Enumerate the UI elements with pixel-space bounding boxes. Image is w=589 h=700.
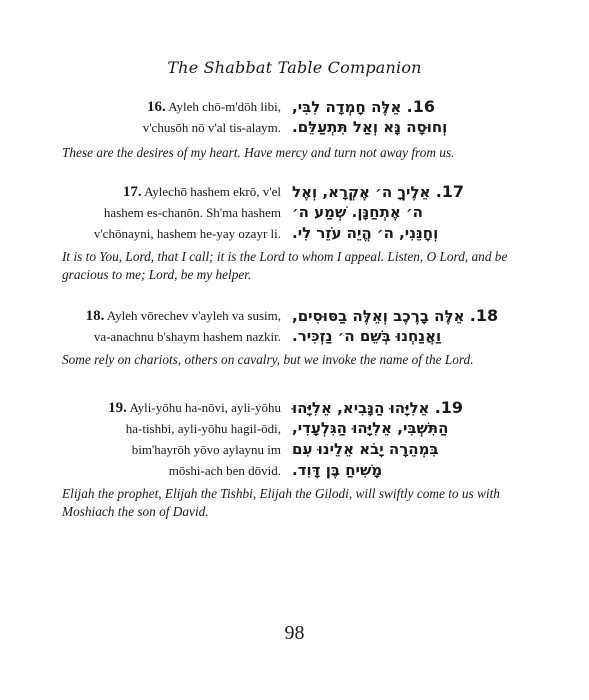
verse-line	[0, 418, 589, 439]
transliteration-line: hashem es-chanōn. Sh'ma hashem	[103, 205, 281, 220]
hebrew-verse-number: 18.	[469, 306, 499, 325]
hebrew-line: וְחָנֵּנִי, ה׳ הֱיֵה עֹזֵר לִי.	[292, 224, 439, 242]
verse-line	[0, 96, 589, 117]
verse-line	[0, 181, 589, 202]
verse-number: 19.	[108, 400, 127, 416]
translation: Elijah the prophet, Elijah the Tishbi, Elijah the Gilodi, will swiftly come to us with Moshiach the son of David.	[62, 486, 500, 519]
page-number: 98	[284, 622, 305, 644]
running-header: The Shabbat Table Companion	[167, 58, 422, 77]
verse-16	[0, 96, 589, 160]
hebrew-line: ה׳ אֶתְחַנָּן. שְׁמַע ה׳	[292, 203, 423, 221]
transliteration-line: 19. Ayli-yōhu ha-nōvi, ayli-yōhu	[108, 400, 281, 416]
verse-17	[0, 181, 589, 282]
verse-18	[0, 305, 589, 367]
transliteration-line: va-anachnu b'shaym hashem nazkir.	[93, 329, 281, 344]
verse-line	[0, 202, 589, 223]
transliteration-line: 17. Aylechō hashem ekrō, v'el	[122, 184, 281, 200]
verse-line	[0, 460, 589, 481]
transliteration-line: ha-tishbi, ayli-yōhu hagil-ōdi,	[125, 421, 281, 436]
translation: These are the desires of my heart. Have mercy and turn not away from us.	[62, 145, 455, 160]
verse-line	[0, 326, 589, 347]
transliteration-line: bim'hayrōh yōvo aylaynu im	[131, 442, 281, 457]
hebrew-line: מָשִׁיחַ בֶּן דָּוִד.	[292, 461, 383, 479]
hebrew-line: 16. אֵלֶּה חָמְדָה לִבִּי,	[292, 97, 435, 116]
hebrew-line: 17. אֵלֶיךָ ה׳ אֶקְרָא, וְאֶל	[292, 182, 465, 201]
verse-line	[0, 117, 589, 138]
translation: It is to You, Lord, that I call; it is the Lord to whom I appeal. Listen, O Lord, and be gracious to me; Lord, be my helper.	[62, 249, 508, 282]
verse-19	[0, 397, 589, 519]
transliteration-line: v'chōnayni, hashem he-yay ozayr li.	[93, 226, 281, 241]
verse-number: 17.	[122, 184, 142, 200]
hebrew-line: 18. אֵלֶּה בָרֶכֶב וְאֵלֶּה בַסּוּסִים,	[292, 306, 499, 325]
verse-line	[0, 305, 589, 326]
verse-number: 16.	[146, 99, 166, 115]
transliteration-line: 18. Ayleh vōrechev v'ayleh va susim,	[85, 308, 281, 324]
translation: Some rely on chariots, others on cavalry, but we invoke the name of the Lord.	[62, 352, 474, 367]
hebrew-line: הַתִּשְׁבִּי, אֵלִיָּהוּ הַגִּלְעָדִי,	[292, 419, 449, 437]
hebrew-verse-number: 19.	[434, 398, 464, 417]
verse-number: 18.	[85, 308, 105, 324]
hebrew-line: 19. אֵלִיָּהוּ הַנָּבִיא, אֵלִיָּהוּ	[292, 398, 464, 417]
hebrew-verse-number: 16.	[406, 97, 435, 116]
verse-line	[0, 397, 589, 418]
transliteration-line: mōshi-ach ben dōvid.	[168, 463, 281, 478]
hebrew-verse-number: 17.	[435, 182, 465, 201]
hebrew-line: בִּמְהֵרָה יָבֹא אֵלֵינוּ עִם	[292, 440, 439, 458]
transliteration-line: v'chusōh nō v'al tis-alaym.	[142, 120, 281, 135]
hebrew-line: וְחוּסָה נָּא וְאַל תִּתְעַלֵּם.	[292, 118, 448, 136]
verse-line	[0, 223, 589, 244]
hebrew-line: וַאֲנַחְנוּ בְּשֵׁם ה׳ נַזְכִּיר.	[292, 327, 442, 345]
verse-line	[0, 439, 589, 460]
transliteration-line: 16. Ayleh chō-m'dōh libi,	[146, 99, 281, 115]
